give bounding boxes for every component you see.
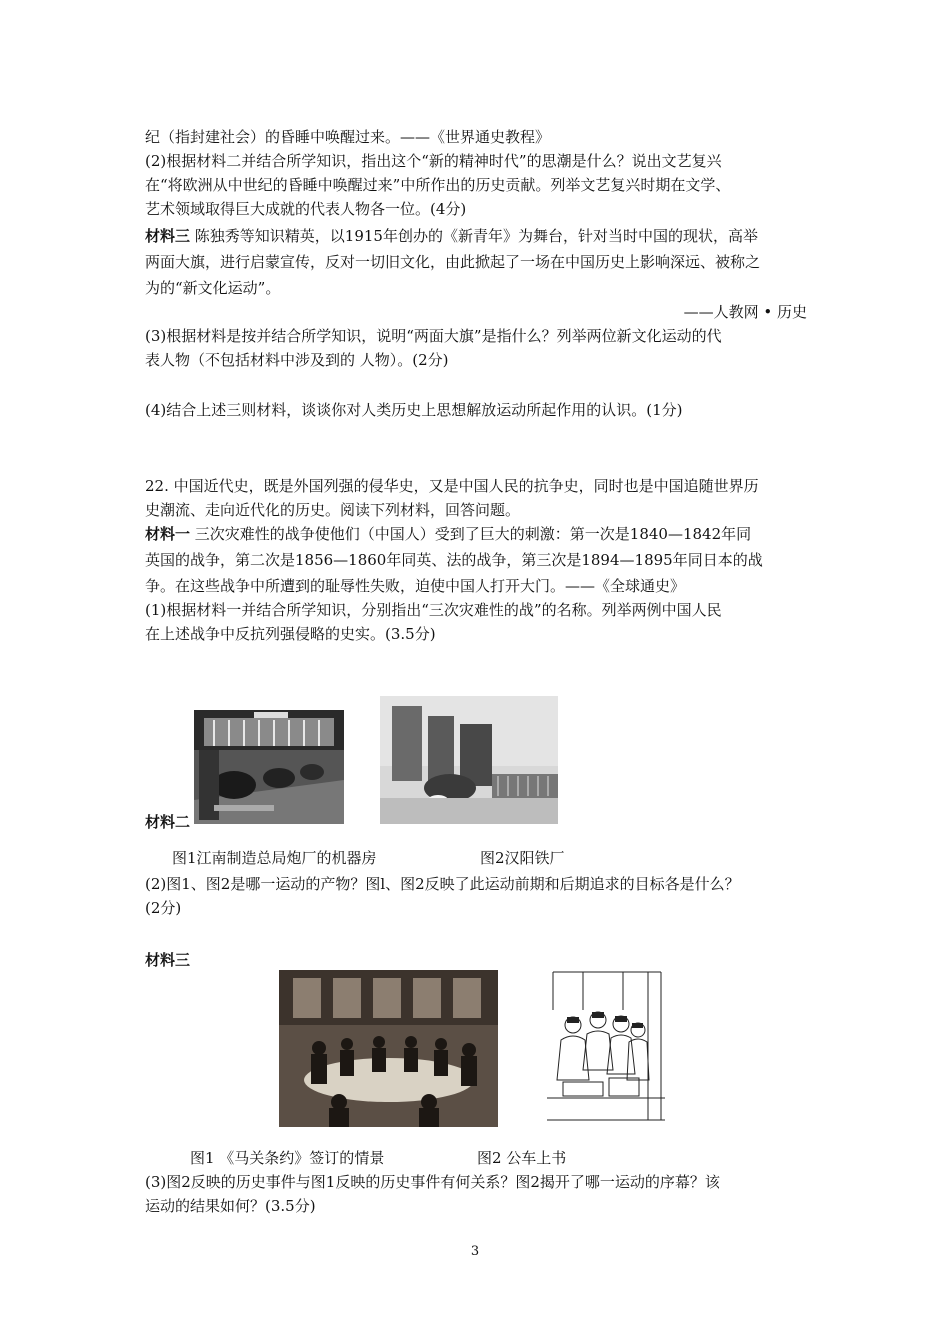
figure-caption: 图2汉阳铁厂	[480, 849, 565, 867]
text-line: 陈独秀等知识精英，以1915年创办的《新青年》为舞台，针对当时中国的现状，高举	[194, 227, 758, 245]
question-1-line: (1)根据材料一并结合所学知识，分别指出“三次灾难性的战”的名称。列举两例中国人民	[145, 601, 722, 619]
material-3-line	[145, 224, 758, 248]
material-label: 材料三	[145, 227, 191, 245]
question-3b-line: (3)图2反映的历史事件与图1反映的历史事件有何关系？图2揭开了哪一运动的序幕？该	[145, 1173, 720, 1191]
text-line: 运动的结果如何？(3.5分)	[145, 1197, 316, 1215]
source-citation: ——人教网 • 历史	[683, 303, 807, 321]
figure-caption: 图1江南制造总局炮厂的机器房	[172, 849, 377, 867]
material-1-line	[145, 522, 751, 546]
material-label: 材料三	[145, 951, 191, 969]
text-line: 英国的战争，第二次是1856—1860年同英、法的战争，第三次是1894—1895年同日本的战	[145, 551, 763, 569]
question-3-line: (3)根据材料是按并结合所学知识，说明“两面大旗”是指什么？列举两位新文化运动的代	[145, 327, 722, 345]
figure-caption: 图1 《马关条约》签订的情景	[190, 1149, 385, 1167]
arsenal-machine-room-photo	[194, 710, 344, 824]
text-line: 三次灾难性的战争使他们（中国人）受到了巨大的刺激：第一次是1840—1842年同	[194, 525, 752, 543]
material-label: 材料二	[145, 813, 191, 831]
gongche-shangshu-drawing	[543, 970, 668, 1127]
text-line: 史潮流、走向近代化的历史。阅读下列材料，回答问题。	[145, 501, 521, 519]
material-2-label	[145, 810, 190, 834]
text-line: (2分)	[145, 899, 182, 917]
page-number: 3	[470, 1244, 480, 1259]
material-label: 材料一	[145, 525, 191, 543]
text-line: 纪（指封建社会）的昏睡中唤醒过来。——《世界通史教程》	[145, 128, 551, 146]
text-line: 在上述战争中反抗列强侵略的史实。(3.5分)	[145, 625, 436, 643]
question-22-line: 22. 中国近代史，既是外国列强的侵华史，又是中国人民的抗争史，同时也是中国追随世界历	[145, 477, 759, 495]
text-line: 两面大旗，进行启蒙宣传，反对一切旧文化，由此掀起了一场在中国历史上影响深远、被称之	[145, 253, 761, 271]
text-line: 艺术领域取得巨大成就的代表人物各一位。(4分)	[145, 200, 467, 218]
question-4-line: (4)结合上述三则材料，谈谈你对人类历史上思想解放运动所起作用的认识。(1分)	[145, 401, 683, 419]
text-line: 争。在这些战争中所遭到的耻辱性失败，迫使中国人打开大门。——《全球通史》	[145, 577, 686, 595]
figure-caption: 图2 公车上书	[477, 1149, 567, 1167]
text-line: 在“将欧洲从中世纪的昏睡中唤醒过来”中所作出的历史贡献。列举文艺复兴时期在文学、	[145, 176, 731, 194]
material-3b-label	[145, 948, 190, 972]
text-line: 为的“新文化运动”。	[145, 279, 281, 297]
question-2-line: (2)根据材料二并结合所学知识，指出这个“新的精神时代”的思潮是什么？说出文艺复兴	[145, 152, 722, 170]
hanyang-ironworks-photo	[380, 696, 558, 824]
text-line: 表人物（不包括材料中涉及到的 人物）。(2分)	[145, 351, 449, 369]
treaty-signing-photo	[279, 970, 498, 1127]
question-2b-line: (2)图1、图2是哪一运动的产物？图l、图2反映了此运动前期和后期追求的目标各是什么？	[145, 875, 740, 893]
